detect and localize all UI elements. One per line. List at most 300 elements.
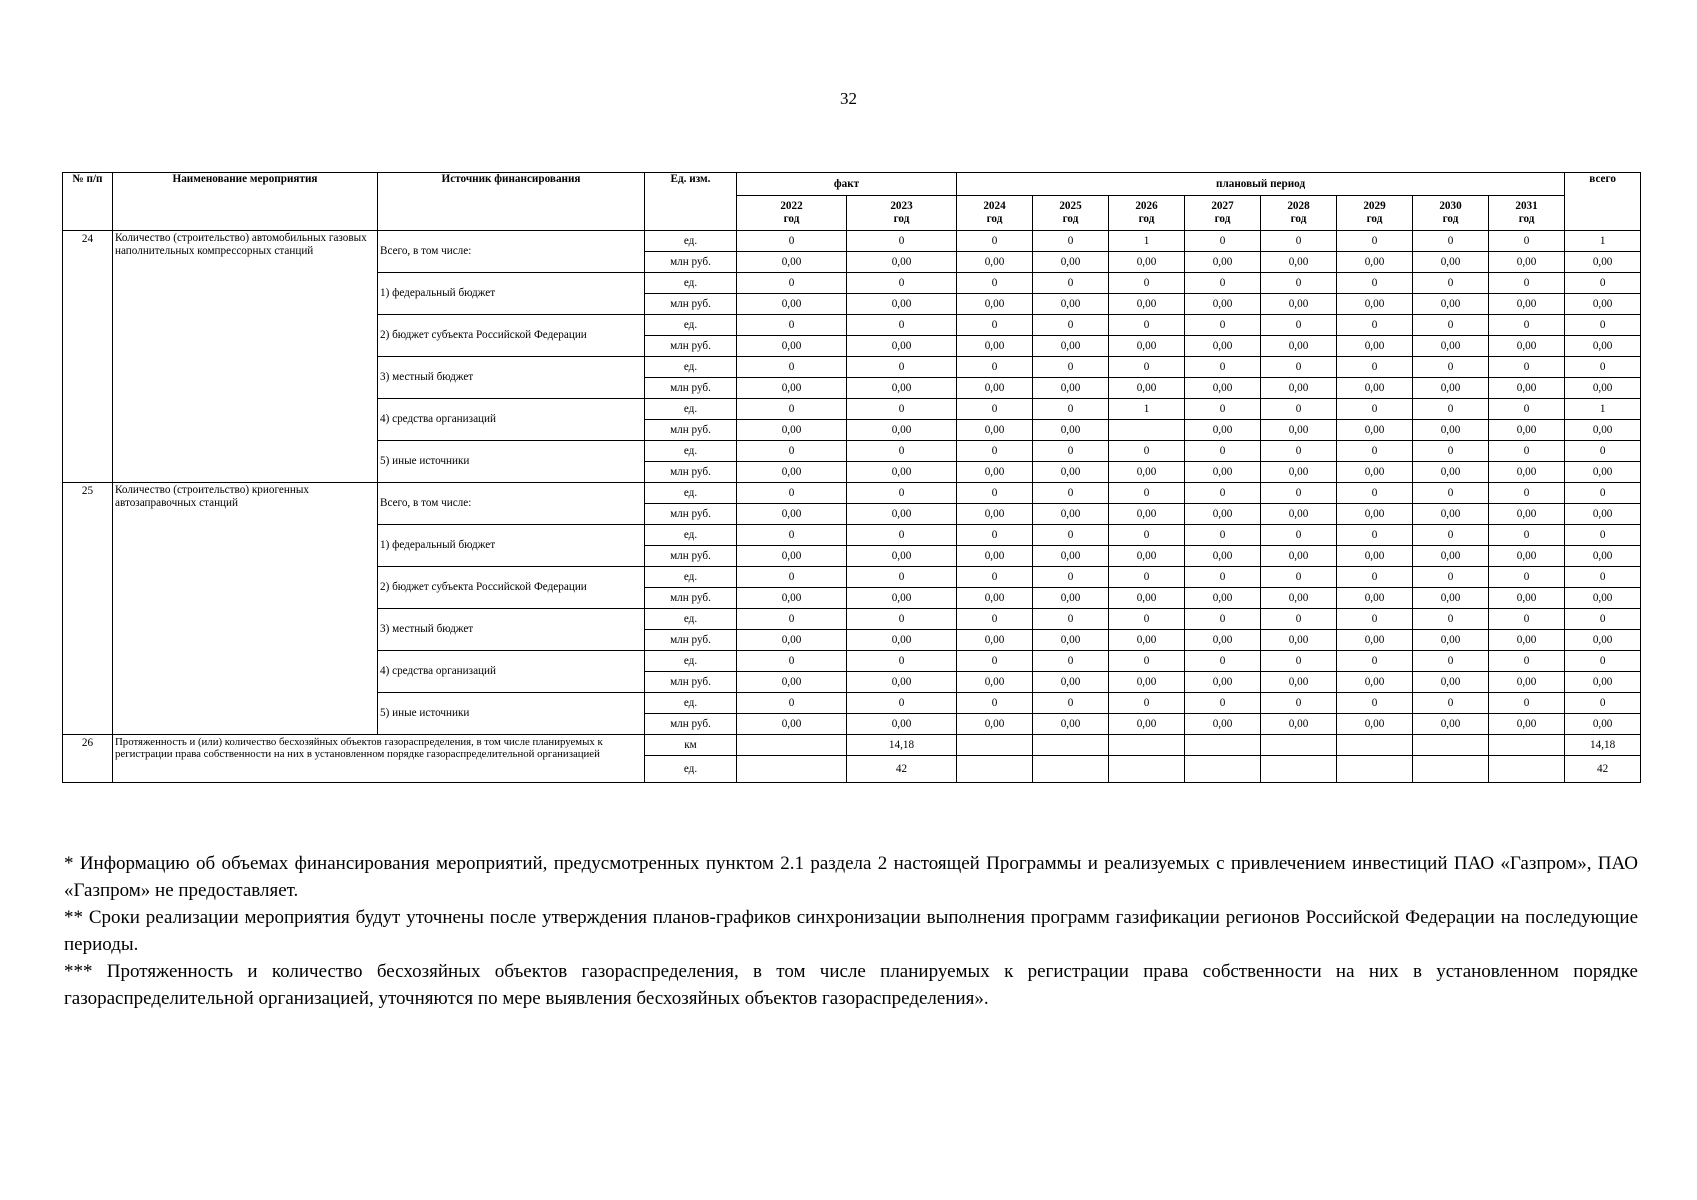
value-cell: 1: [1109, 399, 1185, 420]
value-cell: 0,00: [1033, 588, 1109, 609]
value-cell: 0: [1337, 315, 1413, 336]
value-cell: 0,00: [1565, 672, 1641, 693]
value-cell: 0: [1261, 273, 1337, 294]
value-cell: 0: [1565, 315, 1641, 336]
value-cell: 0,00: [1109, 630, 1185, 651]
value-cell: 1: [1565, 399, 1641, 420]
funding-source: 1) федеральный бюджет: [378, 525, 645, 567]
value-cell: 0,00: [1413, 504, 1489, 525]
year-header-2023: [847, 196, 957, 231]
value-cell: 0,00: [1185, 588, 1261, 609]
value-cell: 0: [1185, 609, 1261, 630]
value-cell: 0,00: [1489, 378, 1565, 399]
value-cell: 0,00: [1033, 294, 1109, 315]
value-cell: 0: [1261, 567, 1337, 588]
header-plan: плановый период: [957, 173, 1565, 196]
value-cell: 0,00: [1413, 588, 1489, 609]
value-cell: 0: [1337, 651, 1413, 672]
value-cell: 0,00: [1185, 378, 1261, 399]
value-cell: [1261, 756, 1337, 783]
value-cell: 0: [957, 273, 1033, 294]
value-cell: 0: [1109, 567, 1185, 588]
value-cell: 0,00: [1109, 252, 1185, 273]
funding-source: 1) федеральный бюджет: [378, 273, 645, 315]
value-cell: 0,00: [1337, 630, 1413, 651]
value-cell: 0: [1413, 399, 1489, 420]
value-cell: 0,00: [1033, 714, 1109, 735]
value-cell: 0,00: [1565, 462, 1641, 483]
year-label: 2023: [890, 200, 913, 213]
value-cell: 0,00: [1413, 672, 1489, 693]
value-cell: [1261, 735, 1337, 756]
value-cell: 0,00: [1489, 462, 1565, 483]
year-label: 2028: [1287, 200, 1310, 213]
value-cell: 0,00: [1261, 630, 1337, 651]
value-cell: 0,00: [1413, 546, 1489, 567]
value-cell: 0: [1033, 525, 1109, 546]
value-cell: 0,00: [1565, 294, 1641, 315]
value-cell: 0: [1261, 441, 1337, 462]
value-cell: 0: [1565, 357, 1641, 378]
value-cell: 0: [847, 525, 957, 546]
measure-number: 24: [63, 231, 113, 483]
value-cell: 0,00: [847, 630, 957, 651]
value-cell: 0,00: [737, 630, 847, 651]
value-cell: [1337, 735, 1413, 756]
value-cell: 0,00: [1109, 672, 1185, 693]
value-cell: 0: [1261, 609, 1337, 630]
value-cell: 0: [1033, 651, 1109, 672]
value-cell: 0: [957, 231, 1033, 252]
value-cell: 0: [737, 231, 847, 252]
unit-cell: млн руб.: [645, 378, 737, 399]
value-cell: 0,00: [847, 462, 957, 483]
value-cell: 0: [1337, 567, 1413, 588]
value-cell: 0,00: [737, 714, 847, 735]
value-cell: 42: [847, 756, 957, 783]
footnote-1: * Информацию об объемах финансирования мероприятий, предусмотренных пунктом 2.1 раздела 2 настоящей Программы и реализуемых с привлечением инвестиций ПАО «Газпром», ПАО «Газпром» не предоставляет.: [64, 853, 1638, 901]
value-cell: 0: [957, 525, 1033, 546]
value-cell: 0: [737, 567, 847, 588]
value-cell: 0,00: [1413, 378, 1489, 399]
value-cell: 0: [1033, 399, 1109, 420]
value-cell: 0: [847, 399, 957, 420]
value-cell: 0,00: [847, 588, 957, 609]
unit-cell: млн руб.: [645, 462, 737, 483]
value-cell: 0,00: [1261, 462, 1337, 483]
value-cell: 0: [1489, 273, 1565, 294]
table-body: [63, 231, 1641, 783]
value-cell: [1413, 756, 1489, 783]
value-cell: 0: [737, 399, 847, 420]
value-cell: [1109, 756, 1185, 783]
value-cell: 0: [1109, 441, 1185, 462]
measure-name: Количество (строительство) автомобильных газовых наполнительных компрессорных станций: [113, 231, 378, 483]
header-total: всего: [1565, 173, 1641, 231]
value-cell: 0: [1565, 693, 1641, 714]
value-cell: 0,00: [1109, 462, 1185, 483]
value-cell: 0: [1185, 693, 1261, 714]
year-label: 2025: [1059, 200, 1082, 213]
value-cell: 0: [737, 609, 847, 630]
value-cell: 0,00: [1033, 546, 1109, 567]
value-cell: 0,00: [1033, 420, 1109, 441]
funding-source: Всего, в том числе:: [378, 231, 645, 273]
unit-cell: ед.: [645, 441, 737, 462]
value-cell: 0: [957, 399, 1033, 420]
value-cell: 0,00: [1261, 336, 1337, 357]
value-cell: 42: [1565, 756, 1641, 783]
value-cell: 0,00: [1185, 252, 1261, 273]
value-cell: 0: [957, 441, 1033, 462]
value-cell: 0: [737, 483, 847, 504]
value-cell: 0: [1261, 693, 1337, 714]
value-cell: 0: [1033, 231, 1109, 252]
year-header-2024: [957, 196, 1033, 231]
year-word: год: [1138, 213, 1155, 225]
value-cell: 0,00: [1565, 336, 1641, 357]
unit-cell: млн руб.: [645, 336, 737, 357]
value-cell: 0,00: [1185, 546, 1261, 567]
year-header-2030: [1413, 196, 1489, 231]
value-cell: 0: [1261, 399, 1337, 420]
value-cell: 0,00: [1109, 546, 1185, 567]
year-header-2022: [737, 196, 847, 231]
value-cell: 0: [847, 693, 957, 714]
value-cell: 0,00: [1565, 588, 1641, 609]
year-label: 2022: [780, 200, 803, 213]
value-cell: 0: [1185, 399, 1261, 420]
value-cell: 0,00: [1565, 714, 1641, 735]
value-cell: 0,00: [1565, 630, 1641, 651]
value-cell: 0,00: [1337, 378, 1413, 399]
value-cell: 0,00: [737, 378, 847, 399]
value-cell: 0: [1337, 525, 1413, 546]
value-cell: 0: [737, 273, 847, 294]
year-word: год: [986, 213, 1003, 225]
value-cell: 0,00: [1185, 630, 1261, 651]
value-cell: 0: [957, 651, 1033, 672]
value-cell: 0,00: [1337, 420, 1413, 441]
value-cell: 0,00: [1489, 630, 1565, 651]
unit-cell: ед.: [645, 525, 737, 546]
value-cell: 0,00: [847, 294, 957, 315]
value-cell: 0: [1185, 441, 1261, 462]
value-cell: 0,00: [847, 546, 957, 567]
year-header-2028: [1261, 196, 1337, 231]
value-cell: 0,00: [957, 630, 1033, 651]
value-cell: 0: [1489, 231, 1565, 252]
unit-cell: ед.: [645, 651, 737, 672]
value-cell: 0,00: [1489, 420, 1565, 441]
value-cell: 0: [847, 357, 957, 378]
value-cell: [1109, 735, 1185, 756]
unit-cell: ед.: [645, 693, 737, 714]
value-cell: 0: [1261, 315, 1337, 336]
value-cell: 0,00: [847, 336, 957, 357]
value-cell: 0: [1413, 483, 1489, 504]
value-cell: 0,00: [957, 252, 1033, 273]
value-cell: 0: [1489, 315, 1565, 336]
funding-source: 5) иные источники: [378, 441, 645, 483]
value-cell: 0,00: [1109, 714, 1185, 735]
measure-name: Количество (строительство) криогенных автозаправочных станций: [113, 483, 378, 735]
unit-cell: ед.: [645, 357, 737, 378]
year-label: 2029: [1363, 200, 1386, 213]
value-cell: 0: [1109, 651, 1185, 672]
value-cell: 0,00: [847, 672, 957, 693]
value-cell: 0: [957, 315, 1033, 336]
value-cell: 14,18: [847, 735, 957, 756]
value-cell: 0,00: [1261, 294, 1337, 315]
year-header-2026: [1109, 196, 1185, 231]
value-cell: 0: [957, 567, 1033, 588]
unit-cell: км: [645, 735, 737, 756]
financing-table: [62, 172, 1641, 783]
unit-cell: млн руб.: [645, 546, 737, 567]
value-cell: 0,00: [1489, 588, 1565, 609]
header-unit: Ед. изм.: [645, 173, 737, 231]
value-cell: [1489, 735, 1565, 756]
value-cell: 0,00: [1185, 420, 1261, 441]
unit-cell: ед.: [645, 231, 737, 252]
value-cell: 0: [1565, 525, 1641, 546]
value-cell: 0,00: [1489, 336, 1565, 357]
value-cell: 0: [847, 483, 957, 504]
value-cell: 0,00: [957, 588, 1033, 609]
value-cell: 0,00: [1489, 672, 1565, 693]
value-cell: 0: [737, 651, 847, 672]
value-cell: 0: [1033, 483, 1109, 504]
unit-cell: млн руб.: [645, 504, 737, 525]
value-cell: 0,00: [957, 462, 1033, 483]
value-cell: 0,00: [1109, 504, 1185, 525]
value-cell: 0,00: [1185, 462, 1261, 483]
value-cell: 0,00: [1565, 252, 1641, 273]
value-cell: 0,00: [1261, 504, 1337, 525]
value-cell: 0: [1565, 567, 1641, 588]
unit-cell: млн руб.: [645, 588, 737, 609]
value-cell: 0: [957, 483, 1033, 504]
table-row: [63, 483, 1641, 504]
funding-source: Всего, в том числе:: [378, 483, 645, 525]
value-cell: 0,00: [1261, 672, 1337, 693]
value-cell: 0,00: [847, 420, 957, 441]
value-cell: 0: [847, 231, 957, 252]
unit-cell: ед.: [645, 483, 737, 504]
value-cell: [737, 735, 847, 756]
value-cell: 0,00: [1337, 462, 1413, 483]
value-cell: 0,00: [1185, 336, 1261, 357]
value-cell: 0: [1413, 567, 1489, 588]
unit-cell: млн руб.: [645, 714, 737, 735]
value-cell: 0: [737, 525, 847, 546]
value-cell: 0: [1261, 231, 1337, 252]
value-cell: 0: [1565, 651, 1641, 672]
value-cell: 0,00: [1337, 672, 1413, 693]
value-cell: 0,00: [1413, 714, 1489, 735]
value-cell: 0: [1109, 273, 1185, 294]
value-cell: 0: [1489, 693, 1565, 714]
value-cell: 0: [1109, 609, 1185, 630]
value-cell: 0: [1185, 525, 1261, 546]
footnote-3: *** Протяженность и количество бесхозяйных объектов газораспределения, в том числе планируемых к регистрации права собственности на них в установленном порядке газораспределительной организацией, уточняются по мере выявления бесхозяйных объектов газораспределения».: [64, 961, 1638, 1009]
value-cell: 0: [1337, 693, 1413, 714]
value-cell: 0: [1489, 441, 1565, 462]
value-cell: 0,00: [957, 714, 1033, 735]
value-cell: 0: [1185, 567, 1261, 588]
value-cell: 0,00: [1261, 588, 1337, 609]
value-cell: 0,00: [1337, 588, 1413, 609]
value-cell: [1413, 735, 1489, 756]
value-cell: 0: [737, 357, 847, 378]
year-word: год: [1442, 213, 1459, 225]
value-cell: 0: [1109, 693, 1185, 714]
value-cell: 0,00: [1413, 630, 1489, 651]
year-header-2031: [1489, 196, 1565, 231]
funding-source: 5) иные источники: [378, 693, 645, 735]
value-cell: 0,00: [1413, 420, 1489, 441]
value-cell: 0,00: [1413, 462, 1489, 483]
value-cell: 0: [1489, 483, 1565, 504]
table-row: [63, 735, 1641, 756]
value-cell: 0,00: [737, 672, 847, 693]
value-cell: 0,00: [737, 546, 847, 567]
value-cell: 0,00: [1033, 252, 1109, 273]
unit-cell: ед.: [645, 609, 737, 630]
value-cell: 0,00: [737, 252, 847, 273]
value-cell: 0,00: [957, 378, 1033, 399]
value-cell: 0: [1413, 231, 1489, 252]
unit-cell: ед.: [645, 315, 737, 336]
year-word: год: [1062, 213, 1079, 225]
year-word: год: [1366, 213, 1383, 225]
unit-cell: млн руб.: [645, 294, 737, 315]
value-cell: 0,00: [1261, 252, 1337, 273]
funding-source: 2) бюджет субъекта Российской Федерации: [378, 567, 645, 609]
funding-source: 4) средства организаций: [378, 399, 645, 441]
value-cell: 0: [1337, 231, 1413, 252]
value-cell: 0,00: [957, 420, 1033, 441]
value-cell: 0: [1033, 441, 1109, 462]
header-fact: факт: [737, 173, 957, 196]
value-cell: 0,00: [737, 336, 847, 357]
value-cell: 0: [1565, 609, 1641, 630]
value-cell: 0,00: [1261, 714, 1337, 735]
value-cell: 0,00: [1337, 714, 1413, 735]
value-cell: 0: [957, 609, 1033, 630]
value-cell: [957, 756, 1033, 783]
value-cell: 0,00: [1109, 336, 1185, 357]
value-cell: 0,00: [957, 504, 1033, 525]
value-cell: 0: [1413, 609, 1489, 630]
value-cell: 0: [1185, 483, 1261, 504]
value-cell: 0: [1489, 651, 1565, 672]
value-cell: [1033, 735, 1109, 756]
value-cell: 0,00: [1413, 294, 1489, 315]
footnotes: [64, 850, 1638, 1012]
value-cell: 0: [1337, 483, 1413, 504]
year-header-2025: [1033, 196, 1109, 231]
value-cell: 0: [1489, 525, 1565, 546]
unit-cell: ед.: [645, 756, 737, 783]
value-cell: 0,00: [1489, 294, 1565, 315]
year-word: год: [1290, 213, 1307, 225]
header-num: № п/п: [63, 173, 113, 231]
value-cell: 0,00: [1033, 378, 1109, 399]
value-cell: 0: [1109, 315, 1185, 336]
value-cell: 0: [1185, 315, 1261, 336]
value-cell: 0: [1261, 525, 1337, 546]
value-cell: 0,00: [1337, 546, 1413, 567]
value-cell: 0: [1489, 399, 1565, 420]
value-cell: 0: [1261, 651, 1337, 672]
year-header-2029: [1337, 196, 1413, 231]
value-cell: 0: [737, 441, 847, 462]
header-source: Источник финансирования: [378, 173, 645, 231]
value-cell: 0,00: [957, 672, 1033, 693]
value-cell: 0,00: [957, 546, 1033, 567]
value-cell: 0,00: [1033, 672, 1109, 693]
value-cell: 0: [957, 693, 1033, 714]
value-cell: 0: [1565, 483, 1641, 504]
value-cell: 0,00: [1033, 504, 1109, 525]
value-cell: 0,00: [1185, 714, 1261, 735]
value-cell: 0,00: [737, 504, 847, 525]
value-cell: 0: [1413, 273, 1489, 294]
value-cell: 0: [1109, 483, 1185, 504]
value-cell: 0: [847, 609, 957, 630]
value-cell: 0: [1337, 609, 1413, 630]
value-cell: 0: [1413, 525, 1489, 546]
year-label: 2027: [1211, 200, 1234, 213]
value-cell: 0,00: [1033, 630, 1109, 651]
value-cell: 0: [1033, 315, 1109, 336]
value-cell: 0: [1565, 273, 1641, 294]
value-cell: 0,00: [1033, 336, 1109, 357]
value-cell: [1185, 735, 1261, 756]
value-cell: [957, 735, 1033, 756]
value-cell: 0,00: [1337, 252, 1413, 273]
unit-cell: млн руб.: [645, 420, 737, 441]
unit-cell: ед.: [645, 273, 737, 294]
value-cell: 0: [1109, 357, 1185, 378]
value-cell: 0,00: [1033, 462, 1109, 483]
value-cell: [1337, 756, 1413, 783]
value-cell: 0: [847, 441, 957, 462]
year-header-2027: [1185, 196, 1261, 231]
value-cell: [1185, 756, 1261, 783]
value-cell: 0,00: [1565, 546, 1641, 567]
value-cell: [737, 756, 847, 783]
value-cell: 0,00: [1185, 672, 1261, 693]
unit-cell: ед.: [645, 567, 737, 588]
value-cell: 0,00: [1261, 420, 1337, 441]
value-cell: 0,00: [1109, 294, 1185, 315]
funding-source: 4) средства организаций: [378, 651, 645, 693]
value-cell: 0,00: [1337, 504, 1413, 525]
value-cell: 0: [1261, 483, 1337, 504]
value-cell: 0,00: [737, 462, 847, 483]
value-cell: 0,00: [1565, 504, 1641, 525]
value-cell: 0: [1033, 273, 1109, 294]
year-word: год: [893, 213, 910, 225]
year-label: 2031: [1515, 200, 1538, 213]
year-word: год: [1518, 213, 1535, 225]
value-cell: 0,00: [1185, 504, 1261, 525]
value-cell: 0,00: [847, 378, 957, 399]
year-word: год: [1214, 213, 1231, 225]
